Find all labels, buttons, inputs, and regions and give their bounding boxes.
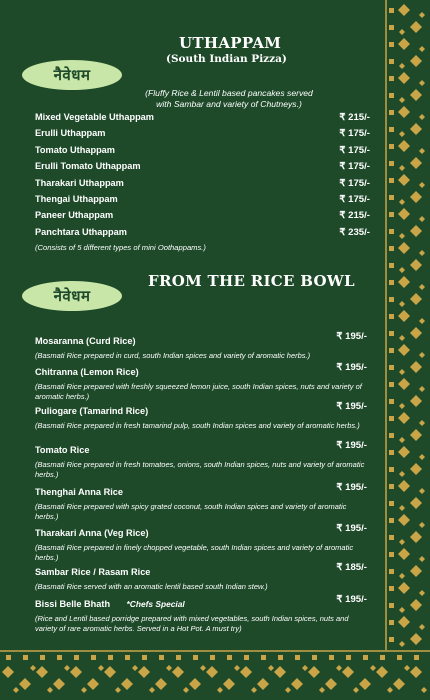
ornament-small-diamond	[419, 80, 425, 86]
ornament-small-diamond	[399, 437, 405, 443]
ornament-small-diamond	[149, 687, 155, 693]
item-price: ₹ 175/-	[339, 161, 370, 172]
ornament-small-diamond	[370, 665, 376, 671]
ornament-diamond	[308, 666, 320, 678]
ornament-square	[389, 144, 394, 149]
item-description: (Basmati Rice served with an aromatic lentil based south Indian stew.)	[35, 582, 268, 591]
item-name: Chitranna (Lemon Rice)	[35, 367, 139, 377]
ornament-square	[389, 59, 394, 64]
ornament-square	[389, 399, 394, 404]
item-price: ₹ 235/-	[339, 227, 370, 238]
item-price: ₹ 185/-	[336, 562, 367, 573]
ornament-square	[389, 280, 394, 285]
ornament-small-diamond	[387, 687, 393, 693]
ornament-small-diamond	[81, 687, 87, 693]
naivedhyam-logo	[22, 281, 122, 311]
ornament-small-diamond	[285, 687, 291, 693]
ornament-diamond	[398, 548, 410, 560]
item-description: (Rice and Lentil based porridge prepared with mixed vegetables, south Indian spices, nuts and variety of rare aromatic herbs. Served in a Hot Pot. A must try)	[35, 614, 349, 634]
ornament-square	[389, 42, 394, 47]
bottom-ornamental-border	[0, 644, 430, 700]
ornament-diamond	[398, 480, 410, 492]
item-name: Sambar Rice / Rasam Rice	[35, 567, 151, 577]
ornament-square	[389, 348, 394, 353]
list-item	[35, 112, 370, 128]
item-name: Tomato Uthappam	[35, 145, 115, 155]
item-price: ₹ 195/-	[336, 331, 367, 342]
ornament-square	[389, 603, 394, 608]
ornament-small-diamond	[399, 301, 405, 307]
ornament-diamond	[398, 310, 410, 322]
ornament-diamond	[410, 395, 422, 407]
ornament-square	[389, 484, 394, 489]
ornament-square	[389, 331, 394, 336]
ornament-small-diamond	[200, 665, 206, 671]
uthappam-description-line-1: (Fluffy Rice & Lentil based pancakes served	[145, 88, 313, 98]
ornament-diamond	[410, 531, 422, 543]
ornament-diamond	[410, 225, 422, 237]
item-price: ₹ 175/-	[339, 128, 370, 139]
ornament-small-diamond	[399, 267, 405, 273]
chefs-special-label: *Chefs Special	[126, 599, 185, 609]
item-name: Mosaranna (Curd Rice)	[35, 336, 136, 346]
ornament-square	[389, 229, 394, 234]
ornament-square	[176, 655, 181, 660]
item-price: ₹ 215/-	[339, 112, 370, 123]
ornament-square	[159, 655, 164, 660]
ornament-diamond	[359, 678, 371, 690]
ornament-diamond	[36, 666, 48, 678]
item-name: Paneer Uthappam	[35, 210, 114, 220]
item-price: ₹ 195/-	[336, 401, 367, 412]
item-name: Tharakari Uthappam	[35, 178, 124, 188]
ornament-small-diamond	[419, 318, 425, 324]
list-item	[35, 440, 375, 480]
ornament-diamond	[398, 38, 410, 50]
ornament-square	[295, 655, 300, 660]
ornament-diamond	[274, 666, 286, 678]
ornament-square	[389, 25, 394, 30]
item-description: (Basmati Rice prepared in finely chopped vegetable, south Indian spices and variety of aromatic herbs.)	[35, 543, 354, 563]
ornament-square	[389, 569, 394, 574]
ornament-square	[389, 501, 394, 506]
ornament-diamond	[291, 678, 303, 690]
ornament-diamond	[410, 463, 422, 475]
item-price: ₹ 195/-	[336, 440, 367, 451]
ornament-square	[389, 314, 394, 319]
list-item	[35, 401, 375, 431]
ornament-small-diamond	[419, 386, 425, 392]
right-ornamental-border	[378, 0, 430, 650]
ornament-square	[278, 655, 283, 660]
ornament-small-diamond	[399, 199, 405, 205]
ornament-diamond	[398, 344, 410, 356]
ornament-small-diamond	[419, 148, 425, 154]
item-name: Thengai Uthappam	[35, 194, 118, 204]
ornament-square	[74, 655, 79, 660]
ornament-square	[389, 263, 394, 268]
ornament-small-diamond	[419, 284, 425, 290]
ornament-small-diamond	[217, 687, 223, 693]
ornament-small-diamond	[399, 97, 405, 103]
ornament-diamond	[398, 514, 410, 526]
ornament-small-diamond	[419, 522, 425, 528]
ornament-small-diamond	[399, 369, 405, 375]
ornament-small-diamond	[419, 216, 425, 222]
uthappam-title: UTHAPPAM	[179, 34, 282, 52]
ornament-small-diamond	[419, 454, 425, 460]
ornament-diamond	[155, 678, 167, 690]
ornament-small-diamond	[404, 665, 410, 671]
ornament-diamond	[325, 678, 337, 690]
ornament-small-diamond	[399, 335, 405, 341]
ornament-small-diamond	[115, 687, 121, 693]
ornament-square	[210, 655, 215, 660]
item-price: ₹ 215/-	[339, 210, 370, 221]
ornament-diamond	[240, 666, 252, 678]
ornament-square	[312, 655, 317, 660]
ornament-diamond	[398, 4, 410, 16]
ornament-diamond	[398, 616, 410, 628]
ornament-small-diamond	[47, 687, 53, 693]
item-price: ₹ 195/-	[336, 523, 367, 534]
ornament-small-diamond	[399, 539, 405, 545]
item-price: ₹ 195/-	[336, 362, 367, 373]
ornament-small-diamond	[419, 250, 425, 256]
ornament-square	[389, 110, 394, 115]
ornament-square	[227, 655, 232, 660]
ornament-square	[389, 467, 394, 472]
item-name: Mixed Vegetable Uthappam	[35, 112, 154, 122]
ornament-diamond	[410, 497, 422, 509]
ornament-diamond	[70, 666, 82, 678]
ornament-diamond	[398, 276, 410, 288]
list-item	[35, 562, 375, 592]
ornament-square	[380, 655, 385, 660]
ornament-small-diamond	[30, 665, 36, 671]
ornament-diamond	[257, 678, 269, 690]
ornament-small-diamond	[399, 505, 405, 511]
item-name: Thenghai Anna Rice	[35, 487, 123, 497]
list-item	[35, 523, 375, 563]
ornament-small-diamond	[421, 687, 427, 693]
list-item	[35, 145, 370, 161]
ornament-diamond	[398, 242, 410, 254]
ornament-square	[389, 620, 394, 625]
ornament-square	[389, 552, 394, 557]
ornament-small-diamond	[419, 114, 425, 120]
ornament-square	[329, 655, 334, 660]
ornament-square	[389, 76, 394, 81]
ornament-diamond	[121, 678, 133, 690]
ornament-diamond	[53, 678, 65, 690]
ornament-diamond	[104, 666, 116, 678]
ornament-diamond	[398, 582, 410, 594]
ornament-square	[389, 586, 394, 591]
item-price: ₹ 175/-	[339, 194, 370, 205]
item-name: Tomato Rice	[35, 445, 90, 455]
ornament-diamond	[393, 678, 405, 690]
item-name: Tharakari Anna (Veg Rice)	[35, 528, 149, 538]
ornament-small-diamond	[399, 131, 405, 137]
ornament-diamond	[410, 123, 422, 135]
list-item	[35, 194, 370, 210]
uthappam-description	[124, 88, 334, 110]
ornament-small-diamond	[399, 233, 405, 239]
ornament-small-diamond	[336, 665, 342, 671]
ornament-diamond	[206, 666, 218, 678]
item-description: (Basmati Rice prepared with spicy grated coconut, south Indian spices and variety of aromatic herbs.)	[35, 502, 347, 522]
ornament-small-diamond	[132, 665, 138, 671]
ornament-square	[389, 382, 394, 387]
ornament-square	[142, 655, 147, 660]
ornament-diamond	[410, 666, 422, 678]
ornament-small-diamond	[251, 687, 257, 693]
ornament-diamond	[410, 327, 422, 339]
ornament-small-diamond	[399, 471, 405, 477]
ornament-diamond	[172, 666, 184, 678]
ornament-small-diamond	[399, 403, 405, 409]
ornament-small-diamond	[353, 687, 359, 693]
ornament-square	[346, 655, 351, 660]
ornament-small-diamond	[13, 687, 19, 693]
ornament-square	[91, 655, 96, 660]
ornament-square	[125, 655, 130, 660]
rice-bowl-title: FROM THE RICE BOWL	[148, 272, 355, 290]
ornament-small-diamond	[419, 488, 425, 494]
ornament-small-diamond	[399, 29, 405, 35]
ornament-small-diamond	[419, 12, 425, 18]
ornament-small-diamond	[419, 624, 425, 630]
ornament-small-diamond	[419, 556, 425, 562]
list-item	[35, 161, 370, 177]
list-item	[35, 227, 370, 243]
ornament-square	[389, 8, 394, 13]
ornament-square	[389, 246, 394, 251]
ornament-small-diamond	[64, 665, 70, 671]
ornament-square	[108, 655, 113, 660]
ornament-small-diamond	[399, 165, 405, 171]
ornament-square	[261, 655, 266, 660]
ornament-diamond	[410, 191, 422, 203]
list-item	[35, 482, 375, 522]
ornament-diamond	[138, 666, 150, 678]
uthappam-subtitle: (South Indian Pizza)	[166, 53, 287, 65]
item-name: Puliogare (Tamarind Rice)	[35, 406, 149, 416]
uthappam-note: (Consists of 5 different types of mini Oothappams.)	[35, 243, 206, 252]
ornament-square	[389, 433, 394, 438]
ornament-square	[389, 416, 394, 421]
ornament-square	[389, 178, 394, 183]
list-item	[35, 178, 370, 194]
ornament-diamond	[398, 208, 410, 220]
list-item	[35, 331, 375, 361]
ornament-diamond	[410, 565, 422, 577]
ornament-diamond	[87, 678, 99, 690]
list-item	[35, 362, 375, 402]
ornament-small-diamond	[302, 665, 308, 671]
ornament-small-diamond	[419, 420, 425, 426]
ornament-square	[389, 518, 394, 523]
ornament-square	[6, 655, 11, 660]
ornament-diamond	[410, 259, 422, 271]
ornament-small-diamond	[419, 182, 425, 188]
ornament-small-diamond	[166, 665, 172, 671]
item-price: ₹ 195/-	[336, 482, 367, 493]
list-item	[35, 594, 375, 634]
ornament-diamond	[19, 678, 31, 690]
ornament-diamond	[410, 429, 422, 441]
ornament-diamond	[410, 55, 422, 67]
ornament-square	[23, 655, 28, 660]
ornament-square	[389, 127, 394, 132]
ornament-diamond	[398, 72, 410, 84]
item-description: (Basmati Rice prepared in fresh tomatoes, onions, south Indian spices, nuts and variety of aromatic herbs.)	[35, 460, 365, 480]
ornament-diamond	[410, 293, 422, 305]
ornament-square	[389, 161, 394, 166]
logo-text: नैवेधम	[53, 66, 91, 84]
ornament-small-diamond	[419, 352, 425, 358]
item-description: (Basmati Rice prepared in fresh tamarind pulp, south Indian spices and variety of aromatic herbs.)	[35, 421, 360, 430]
ornament-diamond	[376, 666, 388, 678]
ornament-small-diamond	[319, 687, 325, 693]
ornament-diamond	[398, 412, 410, 424]
ornament-diamond	[2, 666, 14, 678]
item-price: ₹ 175/-	[339, 145, 370, 156]
ornament-diamond	[410, 89, 422, 101]
ornament-small-diamond	[399, 573, 405, 579]
ornament-small-diamond	[399, 607, 405, 613]
item-name: Erulli Uthappam	[35, 128, 106, 138]
ornament-diamond	[410, 157, 422, 169]
item-name: Erulli Tomato Uthappam	[35, 161, 141, 171]
ornament-small-diamond	[234, 665, 240, 671]
item-description: (Basmati Rice prepared in curd, south Indian spices and variety of aromatic herbs.)	[35, 351, 311, 360]
ornament-square	[389, 637, 394, 642]
naivedhyam-logo	[22, 60, 122, 90]
ornament-small-diamond	[268, 665, 274, 671]
ornament-diamond	[398, 140, 410, 152]
item-name: Bissi Belle Bhath	[35, 599, 111, 609]
item-description: (Basmati Rice prepared with freshly squeezed lemon juice, south Indian spices, nuts and variety of aromatic herbs.)	[35, 382, 362, 402]
ornament-diamond	[398, 106, 410, 118]
ornament-diamond	[223, 678, 235, 690]
ornament-diamond	[189, 678, 201, 690]
item-name: Panchtara Uthappam	[35, 227, 127, 237]
ornament-square	[193, 655, 198, 660]
ornament-small-diamond	[399, 63, 405, 69]
ornament-square	[363, 655, 368, 660]
list-item	[35, 128, 370, 144]
ornament-diamond	[410, 361, 422, 373]
ornament-square	[414, 655, 419, 660]
ornament-diamond	[410, 599, 422, 611]
ornament-diamond	[410, 21, 422, 33]
ornament-small-diamond	[98, 665, 104, 671]
ornament-square	[397, 655, 402, 660]
ornament-diamond	[398, 446, 410, 458]
ornament-square	[244, 655, 249, 660]
ornament-square	[389, 450, 394, 455]
ornament-square	[40, 655, 45, 660]
ornament-small-diamond	[183, 687, 189, 693]
ornament-small-diamond	[419, 46, 425, 52]
item-price: ₹ 195/-	[336, 594, 367, 605]
ornament-small-diamond	[419, 590, 425, 596]
ornament-diamond	[398, 174, 410, 186]
ornament-square	[389, 365, 394, 370]
ornament-square	[389, 195, 394, 200]
ornament-square	[389, 535, 394, 540]
item-price: ₹ 175/-	[339, 178, 370, 189]
ornament-square	[57, 655, 62, 660]
logo-text: नैवेधम	[53, 287, 91, 305]
list-item	[35, 210, 370, 226]
ornament-square	[389, 212, 394, 217]
ornament-diamond	[398, 378, 410, 390]
ornament-square	[389, 93, 394, 98]
ornament-square	[389, 297, 394, 302]
uthappam-description-line-2: with Sambar and variety of Chutneys.)	[156, 99, 302, 110]
ornament-diamond	[342, 666, 354, 678]
